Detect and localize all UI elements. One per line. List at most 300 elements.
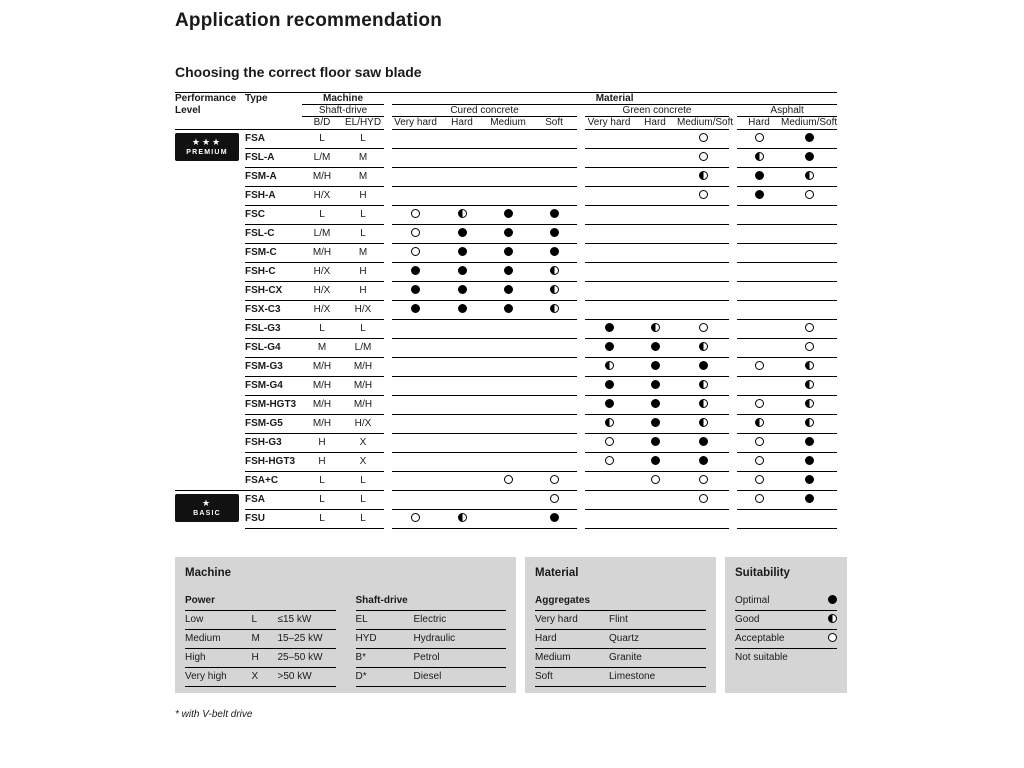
col-header-green-medium-soft: Medium/Soft [677, 117, 734, 128]
shaft-elhyd-value: M/H [342, 376, 384, 395]
suitability-dot-optimal [651, 342, 660, 351]
performance-level-cell [175, 205, 245, 224]
suitability-dot-acceptable [605, 437, 614, 446]
cured-concrete-cell [439, 262, 485, 281]
blade-type-label: FSM-A [245, 167, 302, 186]
green-concrete-cell [677, 148, 729, 167]
green-concrete-cell [633, 205, 677, 224]
shaft-elhyd-value: H/X [342, 414, 384, 433]
suitability-dot-acceptable [699, 190, 708, 199]
asphalt-cell [737, 205, 781, 224]
blade-row-fsh-a [175, 186, 837, 205]
green-concrete-cell [677, 300, 729, 319]
shaft-elhyd-value: L [342, 319, 384, 338]
green-concrete-cell [677, 167, 729, 186]
blade-row-fsm-g5 [175, 414, 837, 433]
col-group-machine: Machine [302, 93, 384, 105]
suitability-dot-good [699, 399, 708, 408]
cured-concrete-cell [439, 509, 485, 528]
col-header-cured-very-hard: Very hard [392, 117, 439, 130]
green-concrete-cell [585, 490, 633, 509]
suitability-dot-good [651, 323, 660, 332]
green-concrete-cell [585, 300, 633, 319]
performance-level-cell [175, 433, 245, 452]
asphalt-cell [781, 357, 837, 376]
suitability-dot-optimal [504, 228, 513, 237]
suitability-dot-acceptable [755, 494, 764, 503]
suitability-dot-acceptable [755, 475, 764, 484]
blade-type-label: FSL-A [245, 148, 302, 167]
blade-type-label: FSX-C3 [245, 300, 302, 319]
asphalt-cell [737, 433, 781, 452]
green-concrete-cell [677, 224, 729, 243]
green-concrete-cell [633, 433, 677, 452]
asphalt-cell [737, 167, 781, 186]
suitability-dot-acceptable [805, 323, 814, 332]
suitability-dot-optimal [550, 209, 559, 218]
cured-concrete-cell [485, 395, 531, 414]
aggregate-row [535, 611, 706, 630]
asphalt-cell [781, 300, 837, 319]
cured-concrete-cell [392, 243, 439, 262]
shaft-bd-value: L/M [302, 224, 342, 243]
suitability-dot-optimal [651, 380, 660, 389]
green-concrete-cell [677, 509, 729, 528]
blade-type-label: FSH-HGT3 [245, 452, 302, 471]
cured-concrete-cell [485, 414, 531, 433]
cured-concrete-cell [531, 319, 577, 338]
green-concrete-cell [677, 319, 729, 338]
performance-level-cell [175, 167, 245, 186]
suitability-dot-optimal [699, 437, 708, 446]
shaft-drive-name: Hydraulic [413, 632, 456, 644]
cured-concrete-cell [392, 224, 439, 243]
cured-concrete-cell [531, 281, 577, 300]
cured-concrete-cell [485, 490, 531, 509]
shaft-drive-row [356, 649, 507, 668]
cured-concrete-cell [439, 281, 485, 300]
suitability-dot-optimal [411, 285, 420, 294]
cured-concrete-cell [531, 243, 577, 262]
cured-concrete-cell [485, 376, 531, 395]
cured-concrete-cell [392, 433, 439, 452]
cured-concrete-cell [485, 224, 531, 243]
cured-concrete-cell [485, 129, 531, 148]
legend-aggregates-table [535, 592, 706, 687]
legend-shaft-drive-table [356, 592, 507, 687]
suitability-dot-optimal [828, 595, 837, 604]
col-header-elhyd: EL/HYD [342, 117, 384, 130]
green-concrete-cell [677, 414, 729, 433]
blade-row-fsl-a [175, 148, 837, 167]
suitability-dot-acceptable [699, 475, 708, 484]
suitability-dot-optimal [651, 361, 660, 370]
suitability-dot-acceptable [699, 152, 708, 161]
page-content [175, 0, 847, 720]
shaft-drive-name: Petrol [413, 651, 440, 663]
legend-power-table [185, 592, 336, 687]
cured-concrete-cell [531, 148, 577, 167]
green-concrete-cell [585, 452, 633, 471]
green-concrete-cell [633, 452, 677, 471]
cured-concrete-cell [485, 338, 531, 357]
green-concrete-cell [633, 148, 677, 167]
cured-concrete-cell [531, 357, 577, 376]
blade-row-fsl-g3 [175, 319, 837, 338]
cured-concrete-cell [392, 414, 439, 433]
shaft-elhyd-value: L [342, 490, 384, 509]
suitability-dot-optimal [458, 266, 467, 275]
aggregate-type: Limestone [609, 670, 656, 682]
suitability-dot-optimal [651, 399, 660, 408]
blade-type-label: FSL-G4 [245, 338, 302, 357]
suitability-dot-good [805, 171, 814, 180]
blade-row-fsa+c [175, 471, 837, 490]
power-code: H [251, 651, 259, 663]
blade-row-fsl-c [175, 224, 837, 243]
asphalt-cell [737, 186, 781, 205]
suitability-dot-good [550, 266, 559, 275]
cured-concrete-cell [485, 243, 531, 262]
aggregate-hardness: Very hard [535, 613, 578, 625]
badge-label: PREMIUM [186, 148, 228, 156]
shaft-bd-value: M/H [302, 243, 342, 262]
legend-material-panel [525, 557, 716, 693]
suitability-dot-acceptable [828, 633, 837, 642]
suitability-dot-optimal [411, 304, 420, 313]
cured-concrete-cell [485, 509, 531, 528]
cured-concrete-cell [531, 509, 577, 528]
cured-concrete-cell [392, 129, 439, 148]
shaft-drive-code: EL [355, 613, 368, 625]
col-header-green-hard: Hard [633, 117, 677, 130]
suitability-label: Good [735, 613, 760, 625]
suitability-dot-good [605, 418, 614, 427]
blade-type-label: FSA+C [245, 471, 302, 490]
badge-stars: ★ [201, 497, 213, 508]
blade-type-label: FSH-G3 [245, 433, 302, 452]
power-name: Low [185, 613, 204, 625]
blade-type-label: FSA [245, 129, 302, 148]
col-header-cured-soft: Soft [531, 117, 577, 130]
aggregate-row [535, 668, 706, 687]
power-row [185, 630, 336, 649]
asphalt-cell [737, 414, 781, 433]
asphalt-cell [781, 186, 837, 205]
cured-concrete-cell [392, 471, 439, 490]
cured-concrete-cell [485, 281, 531, 300]
green-concrete-cell [633, 471, 677, 490]
performance-level-cell [175, 490, 245, 517]
suitability-dot-optimal [458, 247, 467, 256]
cured-concrete-cell [439, 300, 485, 319]
basic-badge [175, 494, 239, 522]
asphalt-cell [781, 243, 837, 262]
shaft-bd-value: H [302, 433, 342, 452]
green-concrete-cell [633, 319, 677, 338]
shaft-elhyd-value: H/X [342, 300, 384, 319]
shaft-bd-value: M/H [302, 167, 342, 186]
cured-concrete-cell [439, 338, 485, 357]
asphalt-cell [737, 376, 781, 395]
shaft-elhyd-value: L/M [342, 338, 384, 357]
asphalt-cell [781, 414, 837, 433]
asphalt-cell [781, 319, 837, 338]
col-subgroup-asphalt: Asphalt [737, 105, 837, 117]
cured-concrete-cell [439, 148, 485, 167]
suitability-dot-optimal [550, 247, 559, 256]
premium-badge [175, 133, 239, 161]
green-concrete-cell [585, 395, 633, 414]
suitability-dot-optimal [504, 266, 513, 275]
suitability-dot-acceptable [411, 228, 420, 237]
blade-type-label: FSM-G5 [245, 414, 302, 433]
asphalt-cell [781, 471, 837, 490]
suitability-dot-optimal [504, 247, 513, 256]
asphalt-cell [737, 262, 781, 281]
cured-concrete-cell [439, 357, 485, 376]
suitability-row [735, 630, 837, 649]
blade-type-label: FSM-C [245, 243, 302, 262]
asphalt-cell [737, 490, 781, 509]
cured-concrete-cell [531, 262, 577, 281]
cured-concrete-cell [439, 395, 485, 414]
green-concrete-cell [633, 224, 677, 243]
green-concrete-cell [585, 148, 633, 167]
suitability-dot-acceptable [755, 456, 764, 465]
asphalt-cell [781, 509, 837, 528]
cured-concrete-cell [531, 433, 577, 452]
green-concrete-cell [585, 186, 633, 205]
power-range: ≤15 kW [277, 613, 312, 625]
suitability-dot-good [550, 285, 559, 294]
aggregate-type: Flint [609, 613, 628, 625]
cured-concrete-cell [392, 319, 439, 338]
green-concrete-cell [677, 376, 729, 395]
power-range: 25–50 kW [277, 651, 323, 663]
suitability-dot-acceptable [755, 133, 764, 142]
suitability-dot-optimal [805, 437, 814, 446]
suitability-dot-optimal [755, 190, 764, 199]
cured-concrete-cell [392, 262, 439, 281]
footnote: * with V-belt drive [175, 708, 253, 720]
shaft-elhyd-value: X [342, 433, 384, 452]
shaft-elhyd-value: M [342, 167, 384, 186]
aggregate-hardness: Soft [535, 670, 553, 682]
shaft-bd-value: L [302, 129, 342, 148]
asphalt-cell [781, 452, 837, 471]
suitability-dot-good [699, 171, 708, 180]
green-concrete-cell [633, 300, 677, 319]
blade-row-fsm-a [175, 167, 837, 186]
suitability-dot-good [699, 380, 708, 389]
suitability-dot-optimal [805, 152, 814, 161]
green-concrete-cell [633, 509, 677, 528]
aggregate-hardness: Hard [535, 632, 557, 644]
green-concrete-cell [585, 357, 633, 376]
shaft-bd-value: H/X [302, 186, 342, 205]
blade-row-fsh-g3 [175, 433, 837, 452]
blade-type-label: FSM-G4 [245, 376, 302, 395]
cured-concrete-cell [485, 148, 531, 167]
asphalt-cell [737, 243, 781, 262]
cured-concrete-cell [439, 205, 485, 224]
green-concrete-cell [585, 338, 633, 357]
blade-type-label: FSC [245, 205, 302, 224]
shaft-bd-value: H [302, 452, 342, 471]
suitability-dot-optimal [651, 456, 660, 465]
green-concrete-cell [585, 281, 633, 300]
shaft-bd-value: M/H [302, 414, 342, 433]
suitability-dot-optimal [805, 133, 814, 142]
cured-concrete-cell [439, 452, 485, 471]
cured-concrete-cell [439, 376, 485, 395]
green-concrete-cell [585, 433, 633, 452]
asphalt-cell [737, 357, 781, 376]
shaft-bd-value: M/H [302, 395, 342, 414]
suitability-dot-acceptable [755, 399, 764, 408]
performance-level-cell [175, 243, 245, 262]
suitability-dot-optimal [458, 228, 467, 237]
cured-concrete-cell [485, 452, 531, 471]
performance-level-cell [175, 452, 245, 471]
blade-type-label: FSM-HGT3 [245, 395, 302, 414]
badge-label: BASIC [193, 509, 221, 517]
asphalt-cell [737, 452, 781, 471]
cured-concrete-cell [531, 167, 577, 186]
asphalt-cell [781, 395, 837, 414]
green-concrete-cell [585, 319, 633, 338]
power-code: L [251, 613, 258, 625]
cured-concrete-cell [531, 452, 577, 471]
green-concrete-cell [585, 262, 633, 281]
green-concrete-cell [585, 414, 633, 433]
asphalt-cell [781, 205, 837, 224]
asphalt-cell [781, 167, 837, 186]
cured-concrete-cell [392, 452, 439, 471]
suitability-dot-optimal [651, 437, 660, 446]
suitability-dot-good [699, 342, 708, 351]
cured-concrete-cell [531, 300, 577, 319]
blade-type-label: FSH-CX [245, 281, 302, 300]
cured-concrete-cell [485, 433, 531, 452]
suitability-dot-optimal [605, 399, 614, 408]
cured-concrete-cell [531, 490, 577, 509]
cured-concrete-cell [531, 186, 577, 205]
performance-level-cell [175, 300, 245, 319]
asphalt-cell [737, 319, 781, 338]
suitability-dot-optimal [805, 456, 814, 465]
shaft-drive-name: Electric [413, 613, 447, 625]
suitability-dot-optimal [605, 380, 614, 389]
performance-level-cell [175, 414, 245, 433]
green-concrete-cell [677, 281, 729, 300]
performance-level-cell [175, 129, 245, 156]
green-concrete-cell [633, 186, 677, 205]
green-concrete-cell [633, 414, 677, 433]
green-concrete-cell [677, 129, 729, 148]
blade-type-label: FSM-G3 [245, 357, 302, 376]
cured-concrete-cell [392, 338, 439, 357]
shaft-bd-value: M [302, 338, 342, 357]
cured-concrete-cell [392, 509, 439, 528]
green-concrete-cell [633, 129, 677, 148]
asphalt-cell [737, 509, 781, 528]
power-code: M [251, 632, 260, 644]
performance-level-cell [175, 395, 245, 414]
blade-row-fsu [175, 509, 837, 528]
power-row [185, 611, 336, 630]
suitability-dot-good [828, 614, 837, 623]
col-header-type: Type [245, 93, 302, 130]
col-group-material: Material [392, 93, 837, 105]
blade-row-fsm-g4 [175, 376, 837, 395]
cured-concrete-cell [531, 471, 577, 490]
performance-level-cell [175, 281, 245, 300]
shaft-elhyd-value: L [342, 509, 384, 528]
blade-row-fsc [175, 205, 837, 224]
suitability-dot-acceptable [550, 494, 559, 503]
legend-aggregates-title: Aggregates [535, 592, 706, 611]
shaft-elhyd-value: M/H [342, 357, 384, 376]
asphalt-cell [737, 281, 781, 300]
suitability-dot-acceptable [605, 456, 614, 465]
green-concrete-cell [585, 509, 633, 528]
col-header-asphalt-hard: Hard [737, 117, 781, 130]
blade-row-fsm-hgt3 [175, 395, 837, 414]
shaft-drive-row [356, 611, 507, 630]
green-concrete-cell [633, 281, 677, 300]
blade-row-fsa [175, 129, 837, 148]
legend-shaft-drive-title: Shaft-drive [356, 592, 507, 611]
shaft-bd-value: H/X [302, 281, 342, 300]
green-concrete-cell [677, 452, 729, 471]
performance-level-cell [175, 186, 245, 205]
cured-concrete-cell [392, 300, 439, 319]
col-header-cured-hard: Hard [439, 117, 485, 130]
cured-concrete-cell [531, 224, 577, 243]
cured-concrete-cell [392, 205, 439, 224]
suitability-dot-optimal [805, 475, 814, 484]
suitability-dot-good [458, 513, 467, 522]
suitability-dot-optimal [755, 171, 764, 180]
power-name: Very high [185, 670, 227, 682]
suitability-dot-optimal [458, 304, 467, 313]
suitability-label: Not suitable [735, 652, 788, 663]
shaft-bd-value: M/H [302, 376, 342, 395]
cured-concrete-cell [439, 224, 485, 243]
blade-row-fsh-c [175, 262, 837, 281]
shaft-bd-value: H/X [302, 300, 342, 319]
legend-suitability-table [735, 592, 837, 668]
col-header-cured-medium: Medium [485, 117, 531, 130]
shaft-elhyd-value: H [342, 262, 384, 281]
shaft-elhyd-value: M [342, 243, 384, 262]
green-concrete-cell [633, 395, 677, 414]
suitability-dot-acceptable [504, 475, 513, 484]
power-name: Medium [185, 632, 221, 644]
suitability-dot-good [458, 209, 467, 218]
suitability-row [735, 649, 837, 668]
suitability-dot-acceptable [805, 190, 814, 199]
suitability-label: Acceptable [735, 632, 785, 644]
cured-concrete-cell [439, 129, 485, 148]
suitability-dot-optimal [504, 304, 513, 313]
suitability-dot-acceptable [411, 513, 420, 522]
legend-suitability-panel [725, 557, 847, 693]
asphalt-cell [781, 433, 837, 452]
asphalt-cell [781, 281, 837, 300]
